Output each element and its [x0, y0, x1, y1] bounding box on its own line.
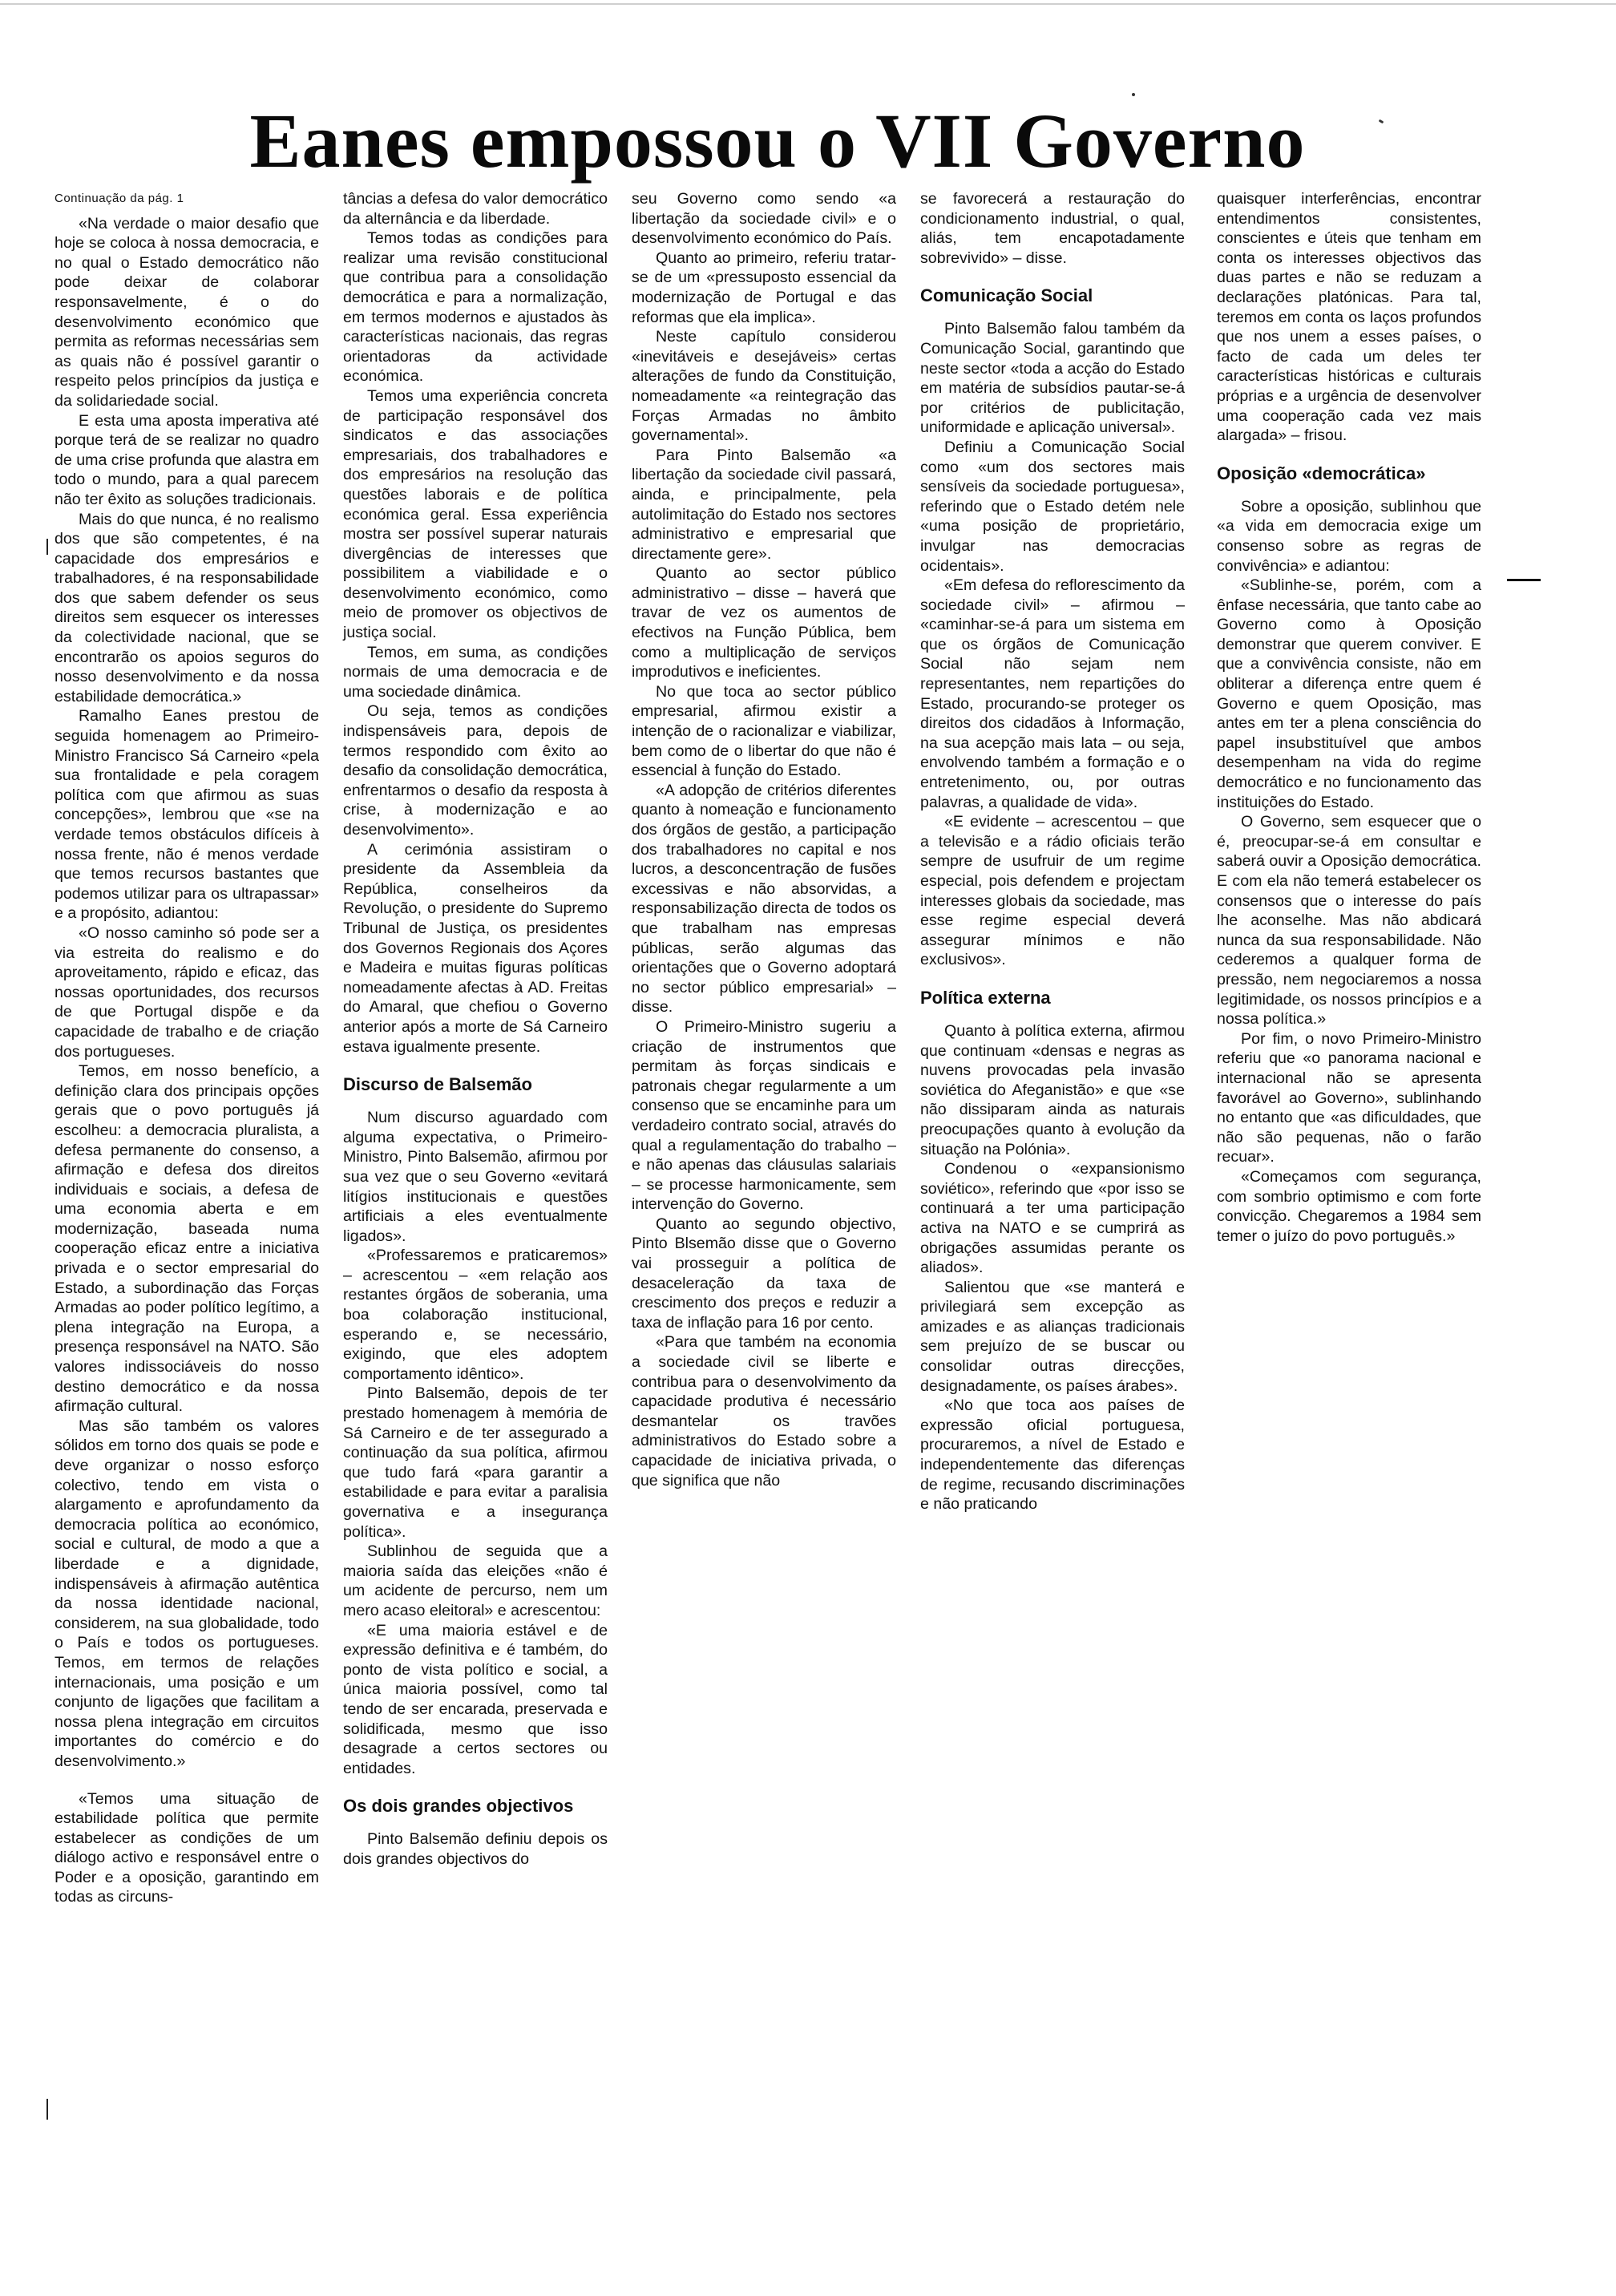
paragraph: Num discurso aguardado com alguma expectativa, o Primeiro-Ministro, Pinto Balsemão, afirmou por sua vez que o seu Governo «evitará litígios institucionais e questões artificiais a eles eventualmente ligados».: [343, 1109, 608, 1245]
top-edge-rule: [0, 3, 1616, 5]
paragraph: Neste capítulo considerou «inevitáveis e desejáveis» certas alterações de fundo da Constituição, nomeadamente «a reintegração das Forças Armadas no âmbito governamental».: [632, 328, 896, 445]
margin-dash-mark: [1507, 579, 1541, 581]
article-column-5: [1217, 189, 1481, 1246]
paragraph: «Em defesa do reflorescimento da sociedade civil» – afirmou – «caminhar-se-á para um sistema em que os órgãos de Comunicação Social não sejam nem representantes, nem repartições do Estado, procurando-se proteger os direitos dos cidadãos à Informação, na sua acepção mais lata – ou seja, envolvendo também a formação e o entretenimento, ou, por outras palavras, a qualidade de vida».: [920, 576, 1185, 811]
paragraph: Pinto Balsemão, depois de ter prestado homenagem à memória de Sá Carneiro e de ter assegurado a continuação da sua política, afirmou que tudo fará «para garantir a estabilidade e para evitar a paralisia governativa e a insegurança política».: [343, 1384, 608, 1541]
subheading-discurso: Discurso de Balsemão: [343, 1074, 532, 1095]
paragraph: «Temos uma situação de estabilidade política que permite estabelecer as condições de um diálogo activo e responsável entre o Poder e a oposição, garantindo em todas as circuns-: [55, 1789, 319, 1906]
paragraph: O Governo, sem esquecer que o é, preocupar-se-á em consultar e saberá ouvir a Oposição democrática. E com ela não temerá estabelecer os consensos que o interesse do país lhe aconselhe. Mas não abdicará nunca da sua responsabilidade. Não cederemos a qualquer forma de pressão, nem negociaremos a nossa legitimidade, os nossos princípios e a nossa política.»: [1217, 813, 1481, 1029]
paragraph: Temos, em nosso benefício, a definição clara dos principais opções gerais que o povo português já escolheu: a democracia pluralista, a defesa permanente do consenso, a afirmação e defesa dos direitos individuais e sociais, a defesa de uma economia aberta e em modernização, baseada numa cooperação eficaz entre a iniciativa privada e o sector empresarial do Estado, a subordinação das Forças Armadas ao poder político legítimo, a plena integração na Europa, a presença responsável na NATO. São valores indissociáveis do nosso destino democrático e da nossa afirmação cultural.: [55, 1062, 319, 1416]
subheading-politica-externa: Política externa: [920, 987, 1051, 1008]
paragraph: tâncias a defesa do valor democrático da alternância e da liberdade.: [343, 190, 608, 228]
article-column-3: [632, 189, 896, 1490]
paragraph: Condenou o «expansionismo soviético», referindo que «por isso se continuará a ter uma participação activa na NATO e se cumprirá as obrigações assumidas perante os aliados».: [920, 1160, 1185, 1277]
article-column-1: [55, 189, 319, 1907]
article-column-2: [343, 189, 608, 1870]
paragraph: Temos uma experiência concreta de participação responsável dos sindicatos e das associações empresariais, dos trabalhadores e dos empresários na resolução das questões laborais e de política económica geral. Essa experiência mostra ser possível superar naturais divergências de interesses que possibilitem a viabilidade e o desenvolvimento económico, como meio de promover os objectivos de justiça social.: [343, 386, 608, 642]
paragraph: Quanto ao segundo objectivo, Pinto Blsemão disse que o Governo vai prosseguir a política de desaceleração da taxa de crescimento dos preços e reduzir a taxa de inflação para 16 por cento.: [632, 1215, 896, 1332]
print-speck: [1132, 93, 1135, 96]
paragraph: Pinto Balsemão definiu depois os dois grandes objectivos do: [343, 1830, 608, 1868]
paragraph: «O nosso caminho só pode ser a via estreita do realismo e do aproveitamento, rápido e eficaz, das nossas oportunidades, dos recursos de que Portugal dispõe e da capacidade de trabalho e de criação dos portugueses.: [55, 924, 319, 1061]
paragraph: Mas são também os valores sólidos em torno dos quais se pode e deve organizar o nosso esforço colectivo, tendo em vista o alargamento e aprofundamento da democracia política ao económico, social e cultural, de modo a que a liberdade e a dignidade, indispensáveis à afirmação autêntica da nossa identidade nacional, considerem, na sua globalidade, todo o País e todos os portugueses. Temos, em termos de relações internacionais, uma posição e um conjunto de ligações que facilitam a nossa plena integração em circuitos importantes do comércio e do desenvolvimento.»: [55, 1417, 319, 1770]
paragraph: se favorecerá a restauração do condicionamento industrial, o qual, aliás, tem encapotadamente sobrevivido» – disse.: [920, 190, 1185, 267]
paragraph: Definiu a Comunicação Social como «um dos sectores mais sensíveis da sociedade portuguesa», referindo que o Estado detém nele «uma posição de proprietário, invulgar nas democracias ocidentais».: [920, 438, 1185, 575]
continuation-note: Continuação da pág. 1: [55, 192, 184, 205]
subheading-objectivos: Os dois grandes objectivos: [343, 1796, 574, 1817]
paragraph: «Começamos com segurança, com sombrio optimismo e com forte convicção. Chegaremos a 1984 sem temer o juízo do povo português.»: [1217, 1167, 1481, 1245]
paragraph: Sublinhou de seguida que a maioria saída das eleições «não é um acidente de percurso, nem um mero acaso eleitoral» e acrescentou:: [343, 1542, 608, 1619]
paragraph: «Na verdade o maior desafio que hoje se coloca à nossa democracia, e no qual o Estado democrático não pode deixar de colaborar responsavelmente, é o do desenvolvimento económico que permita as reformas necessárias sem as quais não é possível garantir o respeito pelos princípios da justiça e da solidariedade social.: [55, 214, 319, 410]
paragraph: «Para que também na economia a sociedade civil se liberte e contribua para o desenvolvimento da capacidade produtiva é necessário desmantelar os travões administrativos do Estado sobre a capacidade de iniciativa privada, o que significa que não: [632, 1333, 896, 1490]
paragraph: Por fim, o novo Primeiro-Ministro referiu que «o panorama nacional e internacional não se apresenta favorável ao Governo», sublinhando no entanto que «as dificuldades, que não são pequenas, não o farão recuar».: [1217, 1029, 1481, 1166]
paragraph: O Primeiro-Ministro sugeriu a criação de instrumentos que permitam às forças sindicais e patronais chegar regularmente a um consenso que se encaminhe para um verdadeiro contrato social, através do qual a regulamentação do trabalho – e não apenas das cláusulas salariais – se processe harmonicamente, sem intervenção do Governo.: [632, 1017, 896, 1214]
subheading-oposicao: Oposição «democrática»: [1217, 463, 1426, 483]
paragraph: E esta uma aposta imperativa até porque terá de se realizar no quadro de uma crise profunda que alastra em todo o mundo, para a qual parecem não ter êxito as soluções tradicionais.: [55, 411, 320, 508]
paragraph: «No que toca aos países de expressão oficial portuguesa, procuraremos, a nível de Estado e independentemente das diferenças de regime, recusando discriminações e não praticando: [920, 1397, 1185, 1514]
paragraph: seu Governo como sendo «a libertação da sociedade civil» e o desenvolvimento económico do País.: [632, 190, 896, 248]
paragraph: Para Pinto Balsemão «a libertação da sociedade civil passará, ainda, e principalmente, pela autolimitação do Estado nos sectores administrativo e empresarial que directamente gere».: [632, 446, 896, 563]
margin-tick-mark: [46, 539, 48, 555]
paragraph: Sobre a oposição, sublinhou que «a vida em democracia exige um consenso sobre as regras de convivência» e adiantou:: [1217, 497, 1481, 575]
paragraph: «A adopção de critérios diferentes quanto à nomeação e funcionamento dos órgãos de gestão, a participação dos trabalhadores no capital e nos lucros, a desconcentração de fusões excessivas e não absorvidas, a responsabilização directa de todos os que trabalham nas empresas públicas, serão algumas das orientações que o Governo adoptará no sector público empresarial» – disse.: [632, 781, 896, 1017]
paragraph: Temos todas as condições para realizar uma revisão constitucional que contribua para a consolidação democrática e para a normalização, em termos modernos e ajustados às características nacionais, das regras orientadoras da actividade económica.: [343, 229, 608, 386]
paragraph: No que toca ao sector público empresarial, afirmou existir a intenção de o racionalizar e viabilizar, bem como de o libertar do que não é essencial à função do Estado.: [632, 682, 896, 780]
margin-tick-mark: [46, 2099, 48, 2120]
paragraph: Quanto à política externa, afirmou que continuam «densas e negras as nuvens provocadas pela invasão soviética do Afeganistão» e que «se não dissiparam ainda as naturais preocupações quanto à evolução da situação na Polónia».: [920, 1021, 1185, 1158]
paragraph: quaisquer interferências, encontrar entendimentos consistentes, conscientes e úteis que tenham em conta os interesses objectivos das duas partes e não se reduzam a declarações platónicas. Para tal, teremos em conta os laços profundos que nos unem a esses países, o facto de cada um deles ter características históricas e culturais próprias e a urgência de desenvolver uma cooperação cada vez mais alargada» – frisou.: [1217, 190, 1481, 445]
paragraph: Pinto Balsemão falou também da Comunicação Social, garantindo que neste sector «toda a acção do Estado em matéria de subsídios pautar-se-á por critérios de publicitação, uniformidade e aplicação universal».: [920, 320, 1185, 437]
paragraph: Temos, em suma, as condições normais de uma democracia e de uma sociedade dinâmica.: [343, 643, 608, 701]
paragraph: Quanto ao primeiro, referiu tratar-se de um «pressuposto essencial da modernização de Portugal e das reformas que ela implica».: [632, 249, 896, 326]
paragraph: Ou seja, temos as condições indispensáveis para, depois de termos respondido com êxito ao desafio da consolidação democrática, enfrentarmos o desafio da resposta à crise, à modernização e ao desenvolvimento».: [343, 702, 608, 839]
paragraph: «Sublinhe-se, porém, com a ênfase necessária, que tanto cabe ao Governo como à Oposição demonstrar que querem conviver. E que a convivência consiste, não em obliterar a diferença entre quem é Governo e quem Oposição, mas antes em ter a plena consciência do papel insubstituível que ambos desempenham na vida do regime democrático e no funcionamento das instituições do Estado.: [1217, 576, 1481, 811]
subheading-comunicacao-social: Comunicação Social: [920, 285, 1093, 306]
paragraph: «E evidente – acrescentou – que a televisão e a rádio oficiais terão sempre de usufruir de um regime especial, pois defendem e projectam interesses globais da sociedade, mas esse regime especial deverá assegurar mínimos e não exclusivos».: [920, 813, 1185, 969]
paragraph: Ramalho Eanes prestou de seguida homenagem ao Primeiro-Ministro Francisco Sá Carneiro «pela sua frontalidade e pela coragem política com que afirmou as suas concepções», lembrou que «se na verdade temos obstáculos difíceis à nossa frente, não é menos verdade que temos recursos bastantes que podemos utilizar para os ultrapassar» e a propósito, adiantou:: [55, 707, 319, 923]
paragraph: A cerimónia assistiram o presidente da Assembleia da República, conselheiros da Revolução, o presidente do Supremo Tribunal de Justiça, os presidentes dos Governos Regionais dos Açores e Madeira e muitas figuras políticas nomeadamente afectas à AD. Freitas do Amaral, que chefiou o Governo anterior após a morte de Sá Carneiro estava igualmente presente.: [343, 840, 608, 1056]
paragraph: «E uma maioria estável e de expressão definitiva e é também, do ponto de vista político e social, a única maioria possível, como tal tendo de ser encarada, preservada e solidificada, mesmo que isso desagrade a certos sectores ou entidades.: [343, 1621, 608, 1777]
print-speck: [1379, 119, 1384, 124]
paragraph: Salientou que «se manterá e privilegiará sem excepção as amizades e as alianças tradicionais sem prejuízo de se buscar ou consolidar outras direcções, designadamente, os países árabes».: [920, 1278, 1185, 1395]
paragraph: Mais do que nunca, é no realismo dos que são competentes, é na capacidade dos empresários e trabalhadores, é na responsabilidade dos que sabem defender os seus direitos sem esquecer os interesses da colectividade nacional, que se encontrarão os apoios seguros do nosso desenvolvimento e da nossa estabilidade democrática.»: [55, 510, 319, 705]
article-column-4: [920, 189, 1185, 1514]
headline: Eanes empossou o VII Governo: [249, 98, 1306, 184]
paragraph: «Professaremos e praticaremos» – acrescentou – «em relação aos restantes órgãos de soberania, uma boa colaboração institucional, esperando e, se necessário, exigindo, que eles adoptem comportamento idêntico».: [343, 1247, 608, 1383]
paragraph: Quanto ao sector público administrativo – disse – haverá que travar de vez os aumentos de efectivos na Função Pública, bem como a multiplicação de serviços improdutivos e ineficientes.: [632, 564, 896, 681]
